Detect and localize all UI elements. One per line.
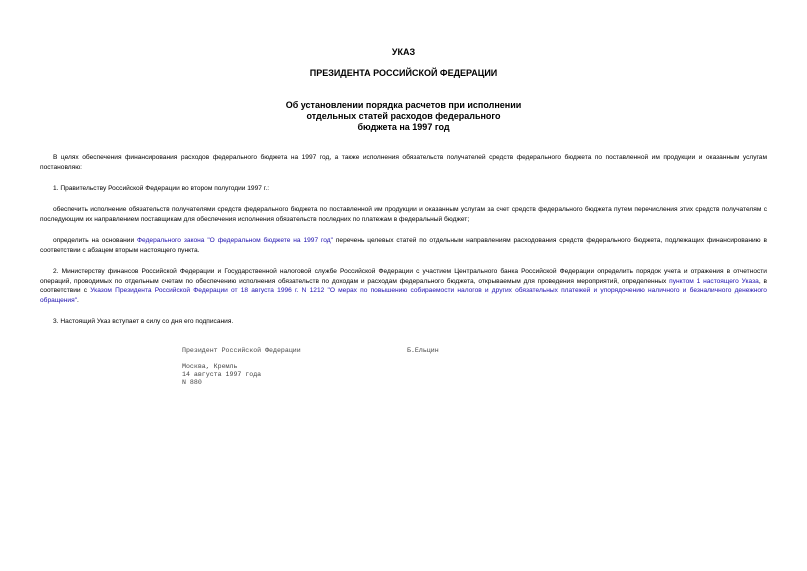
text-span: перечень целевых статей по отдельным направлениям расходования средств федерального бюджета, подлежащих финансированию в соответствии с абзацем вторым настоящего пункта. (40, 237, 767, 254)
signatory-position: Президент Российской Федерации (182, 347, 301, 354)
preamble-paragraph: В целях обеспечения финансирования расходов федерального бюджета на 1997 год, а также исполнения обязательств получателей средств федерального бюджета по поставленной им продукции и оказанным услугам постановляю: (40, 154, 767, 171)
subject-line-1: Об установлении порядка расчетов при исполнении (285, 100, 522, 110)
clause-1-paragraph: 1. Правительству Российской Федерации во втором полугодии 1997 г.: (53, 185, 270, 192)
clause-2-paragraph (40, 267, 767, 305)
text-span: определить на основании (53, 237, 138, 244)
document-type-title: УКАЗ (391, 47, 416, 57)
subject-line-3: бюджета на 1997 год (357, 122, 450, 132)
text-span: 2. Министерству финансов Российской Федерации и Государственной налоговой службе Российской Федерации с участием Центрального банка Российской Федерации определить порядок учета и отражения в отчетности операций, проводимых по отдельным счетам по обеспечению исполнения обязательств по доходам и расходам федерального бюджета, открываемым для проведения мероприятий, определенных (40, 268, 767, 285)
issuer-title: ПРЕЗИДЕНТА РОССИЙСКОЙ ФЕДЕРАЦИИ (309, 68, 498, 78)
signing-place: Москва, Кремль (182, 363, 238, 370)
signing-date: 14 августа 1997 года (182, 371, 262, 378)
text-span: , в соответствии с (40, 277, 767, 295)
decree-number: N 880 (182, 379, 202, 386)
signatory-name: Б.Ельцин (407, 347, 439, 354)
federal-budget-law-link[interactable]: Федерального закона "О федеральном бюджете на 1997 год" (137, 237, 333, 244)
document-subject (0, 100, 807, 133)
text-span: . (77, 296, 79, 304)
clause-1-item-1-paragraph: обеспечить исполнение обязательств получателями средств федерального бюджета по поставленной им продукции и оказанным услугам за счет средств федерального бюджета путем перечисления этих средств получателям с последующим их направлением поставщикам для обеспечения исполнения обязательств последних по платежам в федеральный бюджет; (40, 206, 767, 223)
clause-1-item-2-paragraph (40, 236, 767, 255)
presidential-decree-1212-link[interactable]: Указом Президента Российской Федерации от 18 августа 1996 г. N 1212 "О мерах по повышению собираемости налогов и других обязательных платежей и упорядочению наличного и безналичного денежного обращения" (40, 287, 767, 304)
clause-1-link[interactable]: пунктом 1 настоящего Указа (669, 277, 759, 285)
subject-line-2: отдельных статей расходов федерального (306, 111, 501, 121)
clause-3-paragraph: 3. Настоящий Указ вступает в силу со дня его подписания. (53, 318, 234, 325)
